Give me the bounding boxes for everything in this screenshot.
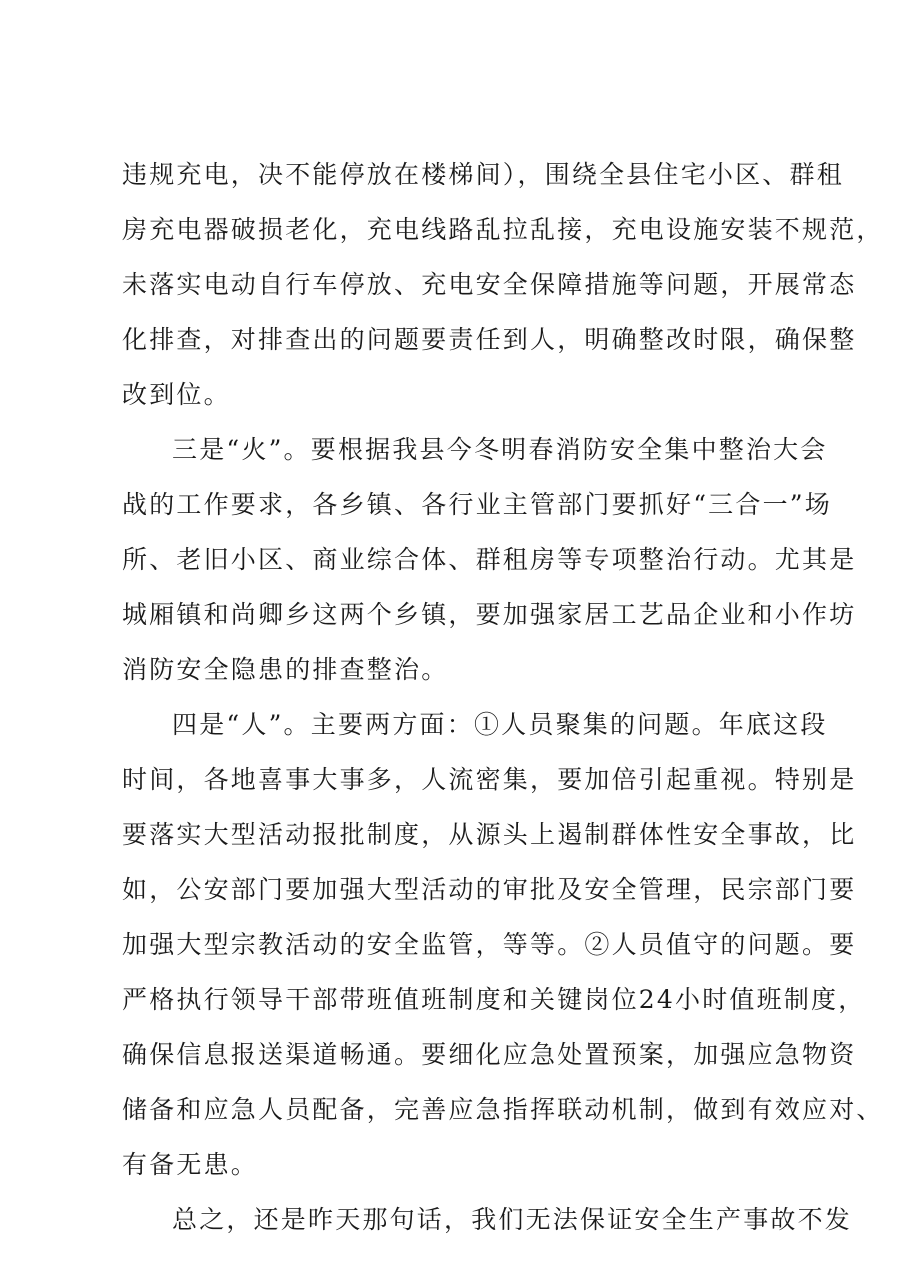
text-line-5: 改到位。 — [122, 380, 231, 409]
text-line-2: 房充电器破损老化，充电线路乱拉乱接，充电设施安装不规范， — [122, 215, 884, 244]
paragraph-summary-line-1: 总之，还是昨天那句话，我们无法保证安全生产事故不发 — [172, 1205, 853, 1234]
paragraph-fire-line-4: 城厢镇和尚卿乡这两个乡镇，要加强家居工艺品企业和小作坊 — [122, 600, 857, 629]
paragraph-fire-line-3: 所、老旧小区、商业综合体、群租房等专项整治行动。尤其是 — [122, 545, 857, 574]
paragraph-people-line-2: 时间，各地喜事大事多，人流密集，要加倍引起重视。特别是 — [122, 765, 857, 794]
text-line-1: 违规充电，决不能停放在楼梯间），围绕全县住宅小区、群租 — [122, 160, 844, 189]
paragraph-people-line-6: 严格执行领导干部带班值班制度和关键岗位24小时值班制度， — [122, 985, 866, 1014]
paragraph-people-line-9: 有备无患。 — [122, 1150, 259, 1179]
paragraph-people-line-5: 加强大型宗教活动的安全监管，等等。②人员值守的问题。要 — [122, 930, 857, 959]
paragraph-people-line-4: 如，公安部门要加强大型活动的审批及安全管理，民宗部门要 — [122, 875, 857, 904]
paragraph-people-line-7: 确保信息报送渠道畅通。要细化应急处置预案，加强应急物资 — [122, 1040, 857, 1069]
text-line-4: 化排查，对排查出的问题要责任到人，明确整改时限，确保整 — [122, 325, 857, 354]
text-line-3: 未落实电动自行车停放、充电安全保障措施等问题，开展常态 — [122, 270, 857, 299]
paragraph-people-line-3: 要落实大型活动报批制度，从源头上遏制群体性安全事故，比 — [122, 820, 857, 849]
paragraph-fire-line-2: 战的工作要求，各乡镇、各行业主管部门要抓好“三合一”场 — [122, 490, 832, 519]
paragraph-people-line-1: 四是“人”。主要两方面：①人员聚集的问题。年底这段 — [172, 710, 828, 739]
paragraph-people-line-8: 储备和应急人员配备，完善应急指挥联动机制，做到有效应对、 — [122, 1095, 884, 1124]
paragraph-fire-line-5: 消防安全隐患的排查整治。 — [122, 655, 449, 684]
paragraph-fire-line-1: 三是“火”。要根据我县今冬明春消防安全集中整治大会 — [172, 435, 828, 464]
